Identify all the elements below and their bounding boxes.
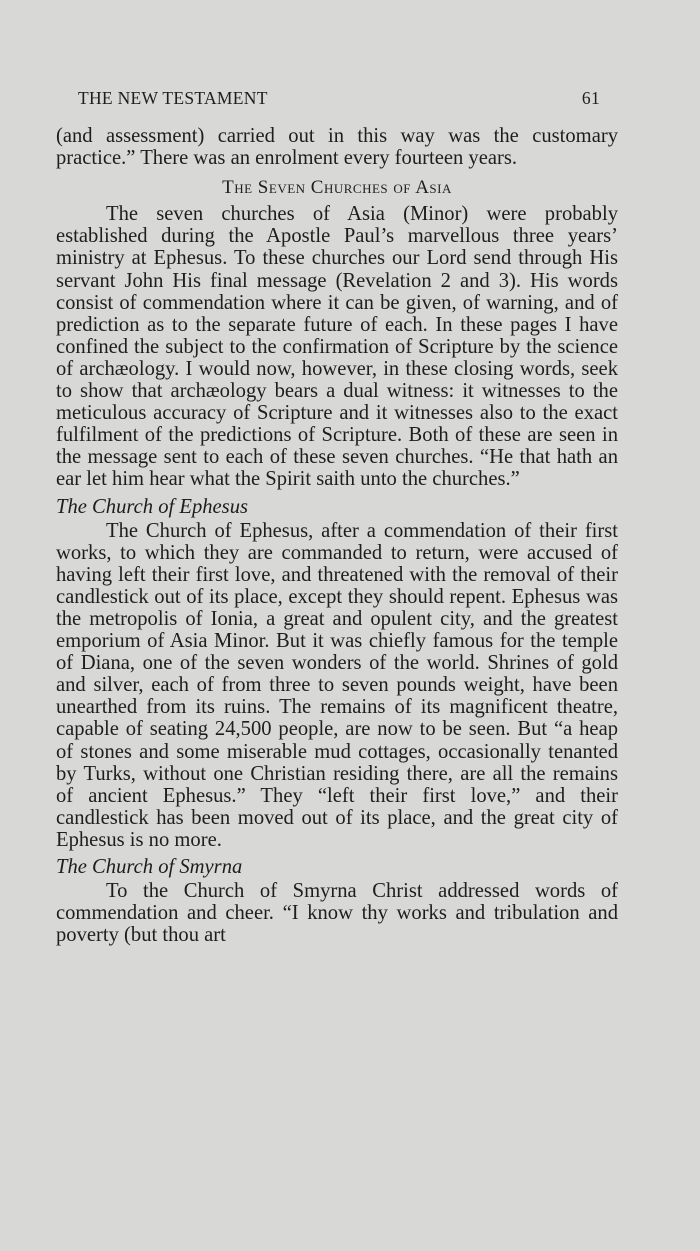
running-head: [78, 88, 600, 112]
subheading-smyrna: The Church of Smyrna: [56, 856, 243, 878]
body-text: [56, 125, 618, 946]
paragraph-intro: The seven churches of Asia (Minor) were probably established during the Apostle Paul’s marvellous three years’ ministry at Ephesus. To these churches our Lord send through His servant John His final message (Revelation 2 and 3). His words consist of commendation where it can be given, of warning, and of prediction as to the separate future of each. In these pages I have confined the subject to the confirmation of Scripture by the science of archæology. I would now, however, in these closing words, seek to show that archæology bears a dual witness: it witnesses to the meticulous accuracy of Scripture and it witnesses also to the exact fulfilment of the predictions of Scripture. Both of these are seen in the message sent to each of these seven churches. “He that hath an ear let him hear what the Spirit saith unto the churches.”: [56, 203, 618, 491]
section-heading: The Seven Churches of Asia: [222, 177, 452, 199]
page-number: 61: [581, 88, 600, 108]
paragraph-ephesus: The Church of Ephesus, after a commendation of their first works, to which they are commanded to return, were accused of having left their first love, and threatened with the removal of their candlestick out of its place, except they should repent. Ephesus was the metropolis of Ionia, a great and opulent city, and the greatest emporium of Asia Minor. But it was chiefly famous for the temple of Diana, one of the seven wonders of the world. Shrines of gold and silver, each of from three to seven pounds weight, have been unearthed from its ruins. The remains of its magnificent theatre, capable of seating 24,500 people, are now to be seen. But “a heap of stones and some miserable mud cottages, occasionally tenanted by Turks, without one Christian residing there, are all the remains of ancient Ephesus.” They “left their first love,” and their candlestick has been moved out of its place, and the great city of Ephesus is no more.: [56, 519, 618, 851]
paragraph-smyrna: To the Church of Smyrna Christ addressed words of commendation and cheer. “I know thy works and tribulation and poverty (but thou art: [56, 880, 618, 947]
paragraph-continued: (and assessment) carried out in this way was the customary practice.” There was an enrolment every fourteen years.: [56, 125, 618, 170]
running-title: THE NEW TESTAMENT: [78, 88, 268, 108]
subheading-ephesus: The Church of Ephesus: [56, 495, 249, 518]
